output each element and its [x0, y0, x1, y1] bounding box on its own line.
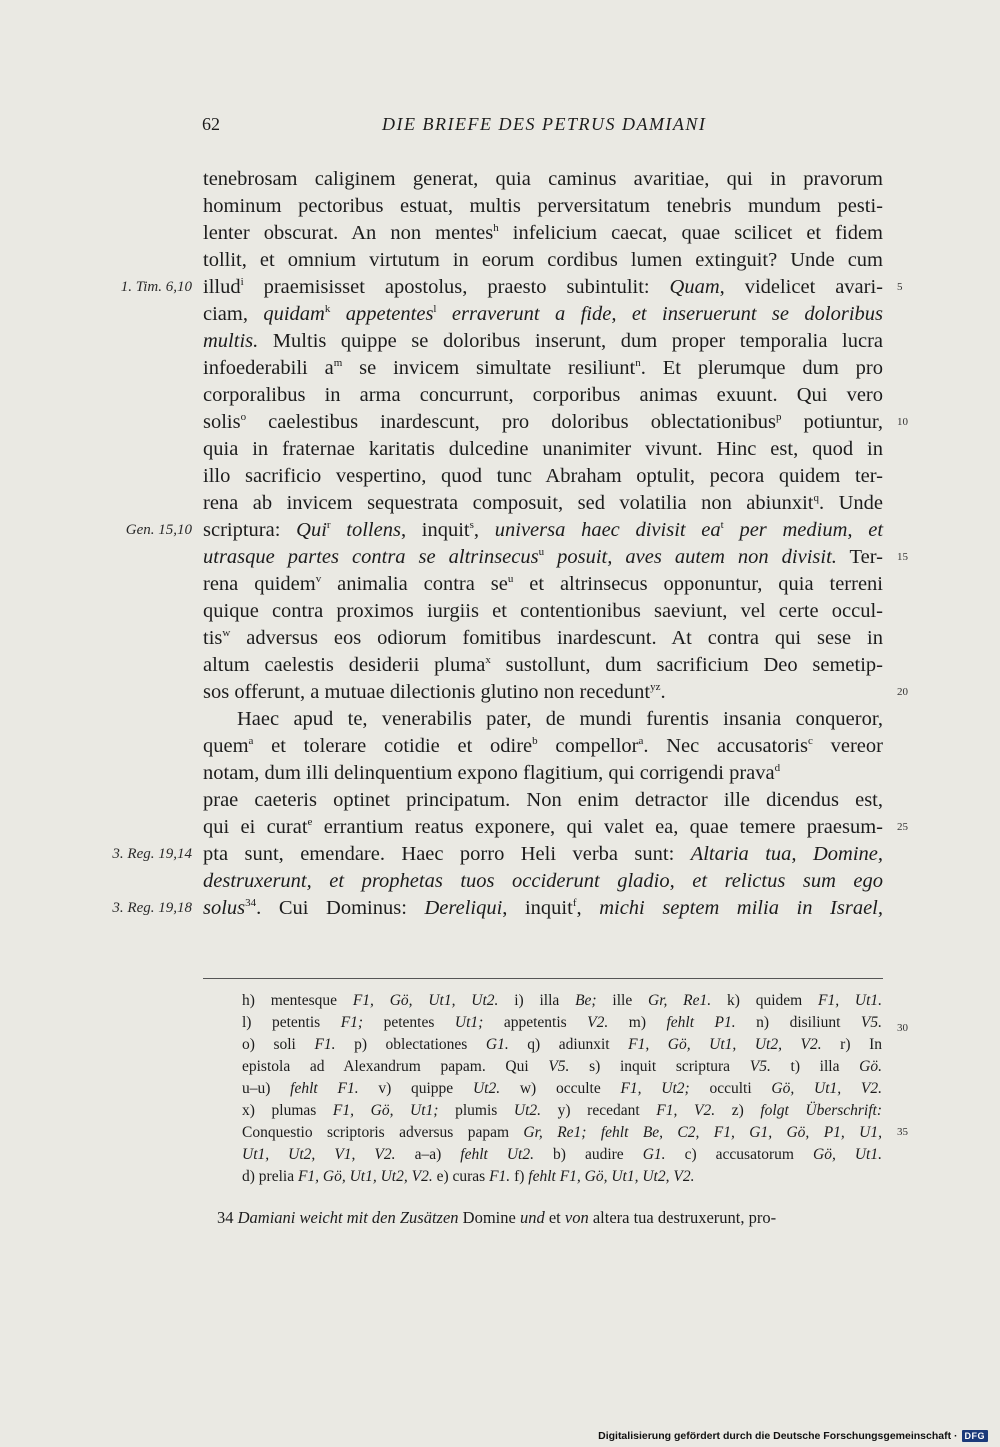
italic-text: destruxerunt, et prophetas tuos occiderunt gladio, et relictus sum ego: [203, 870, 883, 892]
italic-text: multis.: [203, 330, 259, 352]
italic-text: F1, Gö, Ut1;: [332, 1102, 439, 1119]
text-run: tis: [203, 627, 223, 649]
text-run: z): [715, 1102, 761, 1119]
margin-ref-1: 1. Tim. 6,10: [120, 279, 192, 295]
text-run: Multis quippe se doloribus inserunt, dum proper temporalia lucra: [258, 330, 883, 352]
text-run: d) prelia: [242, 1168, 298, 1185]
text-run: se invicem simultate resiliunt: [342, 357, 636, 379]
text-run: adversus eos odiorum fomitibus inardescunt. At contra qui sese in: [230, 627, 883, 649]
text-line: [203, 166, 883, 193]
italic-text: Ut2.: [513, 1102, 542, 1119]
line-number: 15: [897, 551, 908, 563]
italic-text: V5.: [860, 1014, 882, 1031]
italic-text: utrasque partes contra se altrinsecus: [203, 546, 539, 568]
italic-text: F1.: [314, 1036, 336, 1053]
footnote-marker: i: [240, 276, 244, 288]
italic-text: V2.: [587, 1014, 609, 1031]
line-number: 20: [897, 686, 908, 698]
text-line: [203, 706, 883, 733]
footnote-marker: a: [638, 735, 644, 747]
italic-text: Altaria tua, Domine,: [690, 843, 884, 865]
text-run: scriptura:: [203, 519, 297, 541]
text-run: notam, dum illi delinquentium expono flagitium, qui corrigendi prava: [203, 762, 775, 784]
text-line: [203, 733, 883, 760]
italic-text: F1.: [489, 1168, 511, 1185]
footnote-marker: s: [469, 519, 474, 531]
italic-text: Dereliqui: [424, 897, 503, 919]
text-run: v) quippe: [358, 1080, 473, 1097]
text-run: sos offerunt, a mutuae dilectionis glutino non recedunt: [203, 681, 651, 703]
text-run: . Cui Dominus:: [256, 897, 425, 919]
italic-text: folgt Überschrift:: [760, 1102, 883, 1119]
text-run: quem: [203, 735, 249, 757]
dfg-logo-icon: DFG: [962, 1430, 989, 1442]
text-run: p) oblectationes: [335, 1036, 486, 1053]
italic-text: Gr, Re1;: [523, 1124, 587, 1141]
text-run: plumis: [438, 1102, 514, 1119]
text-run: [586, 1124, 600, 1141]
text-run: appetentis: [483, 1014, 588, 1031]
text-run: w) occulte: [500, 1080, 621, 1097]
text-run: infoederabili a: [203, 357, 334, 379]
apparatus-line: [242, 1122, 882, 1144]
italic-text: Be;: [575, 992, 597, 1009]
margin-ref-3: 3. Reg. 19,14: [112, 846, 192, 862]
text-run: errantium reatus exponere, qui valet ea, quae temere praesum-: [312, 816, 883, 838]
text-line: [203, 355, 883, 382]
text-line: [203, 787, 883, 814]
footnote-marker: b: [532, 735, 538, 747]
apparatus-line: [242, 1144, 882, 1166]
footnote-marker: r: [326, 519, 331, 531]
text-run: prae caeteris optinet principatum. Non enim detractor ille dicendus est,: [203, 789, 883, 811]
text-run: Conquestio scriptoris adversus papam: [242, 1124, 524, 1141]
text-run: c) accusatorum: [665, 1146, 814, 1163]
critical-apparatus: [242, 990, 882, 1188]
italic-text: fehlt F1, Gö, Ut1, Ut2, V2.: [528, 1168, 695, 1185]
footnote-marker: m: [333, 357, 343, 369]
text-line: [203, 301, 883, 328]
italic-text: Damiani weicht mit den Zusätzen: [237, 1208, 459, 1227]
italic-text: fehlt Ut2.: [460, 1146, 534, 1163]
text-line: [203, 220, 883, 247]
text-run: vereor: [812, 735, 883, 757]
italic-text: F1, Ut1.: [817, 992, 883, 1009]
text-line: [203, 868, 883, 895]
italic-text: erraverunt a fide, et inseruerunt se doloribus: [451, 303, 883, 325]
footnote-marker: d: [774, 762, 781, 774]
italic-text: posuit, aves autem non divisit.: [557, 546, 837, 568]
italic-text: F1, Gö, Ut1, Ut2.: [352, 992, 499, 1009]
text-run: . Unde: [819, 492, 884, 514]
apparatus-line: [242, 1012, 882, 1034]
italic-text: fehlt P1.: [666, 1014, 736, 1031]
footnote-marker: p: [775, 411, 782, 423]
footnote-marker: a: [248, 735, 254, 747]
text-run: quique contra proximos iurgiis et contentionibus saeviunt, vel certe occul-: [203, 600, 883, 622]
running-title: DIE BRIEFE DES PETRUS DAMIANI: [382, 114, 707, 134]
text-run: potiuntur,: [781, 411, 883, 433]
text-line: [203, 841, 883, 868]
line-number: 30: [897, 1022, 908, 1034]
commentary-note: [217, 1206, 883, 1230]
text-line: [203, 463, 883, 490]
apparatus-line: [242, 1078, 882, 1100]
italic-text: Ut1, Ut2, V1, V2.: [242, 1146, 396, 1163]
text-line: [203, 274, 883, 301]
text-line: [203, 247, 883, 274]
footnote-marker: o: [240, 411, 247, 423]
text-run: lenter obscurat. An non mentes: [203, 222, 494, 244]
italic-text: Gö, Ut1.: [813, 1146, 882, 1163]
italic-text: G1.: [485, 1036, 509, 1053]
apparatus-line: [242, 1056, 882, 1078]
italic-text: quidam: [263, 303, 325, 325]
text-run: u–u): [242, 1080, 291, 1097]
text-run: infelicium caecat, quae scilicet et fidem: [498, 222, 883, 244]
text-run: [544, 546, 557, 568]
margin-ref-4: 3. Reg. 19,18: [112, 900, 192, 916]
footer-text: Digitalisierung gefördert durch die Deutsche Forschungsgemeinschaft ·: [598, 1430, 958, 1442]
italic-text: solus: [203, 897, 246, 919]
footnote-marker: h: [493, 222, 499, 234]
margin-ref-2: Gen. 15,10: [125, 522, 192, 538]
footnote-marker: c: [808, 735, 813, 747]
text-run: animalia contra se: [321, 573, 508, 595]
text-run: pta sunt, emendare. Haec porro Heli verba sunt:: [203, 843, 691, 865]
italic-text: und: [519, 1208, 545, 1227]
italic-text: G1.: [642, 1146, 666, 1163]
text-run: b) audire: [533, 1146, 643, 1163]
text-run: epistola ad Alexandrum papam. Qui: [242, 1058, 549, 1075]
footer-credit: [598, 1428, 988, 1444]
text-line: [203, 598, 883, 625]
footnote-marker: 34: [245, 897, 257, 909]
text-line: [203, 544, 883, 571]
text-run: [724, 519, 740, 541]
text-run: e) curas: [432, 1168, 490, 1185]
text-run: illud: [203, 276, 241, 298]
text-run: Ter-: [836, 546, 883, 568]
text-run: occulti: [689, 1080, 772, 1097]
footnote-marker: u: [507, 573, 514, 585]
text-run: n) disiliunt: [735, 1014, 861, 1031]
text-run: s) inquit scriptura: [569, 1058, 750, 1075]
text-run: . Et plerumque dum pro: [640, 357, 884, 379]
text-run: t) illa: [770, 1058, 860, 1075]
text-run: ,: [576, 897, 600, 919]
text-run: a–a): [395, 1146, 461, 1163]
apparatus-line: [242, 1034, 882, 1056]
text-line: [203, 652, 883, 679]
text-run: , inquit: [502, 897, 573, 919]
text-run: Haec apud te, venerabilis pater, de mundi furentis insania conqueror,: [237, 708, 883, 730]
text-run: m): [608, 1014, 667, 1031]
text-run: o) soli: [242, 1036, 315, 1053]
italic-text: Gö, Ut1, V2.: [771, 1080, 882, 1097]
text-run: rena quidem: [203, 573, 316, 595]
text-line: [203, 571, 883, 598]
text-run: illo sacrificio vespertino, quod tunc Abraham optulit, pecora quidem ter-: [203, 465, 883, 487]
text-run: k) quidem: [711, 992, 818, 1009]
italic-text: appetentes: [345, 303, 434, 325]
text-run: altum caelestis desiderii pluma: [203, 654, 486, 676]
text-line: [203, 490, 883, 517]
footnote-marker: v: [315, 573, 322, 585]
italic-text: von: [564, 1208, 589, 1227]
line-number: 10: [897, 416, 908, 428]
text-line: [203, 895, 883, 922]
italic-text: michi septem milia in Israel,: [599, 897, 883, 919]
text-run: altera tua destruxerunt, pro-: [588, 1208, 777, 1227]
italic-text: F1, Gö, Ut1, Ut2, V2.: [297, 1168, 433, 1185]
italic-text: F1;: [340, 1014, 364, 1031]
footnote-marker: l: [433, 303, 437, 315]
text-run: f): [510, 1168, 529, 1185]
italic-text: per medium, et: [739, 519, 884, 541]
italic-text: Ut1;: [454, 1014, 484, 1031]
text-line: [203, 193, 883, 220]
footnote-rule: [203, 978, 883, 979]
text-run: . Nec accusatoris: [643, 735, 809, 757]
italic-text: V5.: [548, 1058, 570, 1075]
text-run: h) mentesque: [242, 992, 353, 1009]
italic-text: tollens: [346, 519, 401, 541]
text-run: hominum pectoribus estuat, multis perversitatum tenebris mundum pesti-: [203, 195, 883, 217]
italic-text: Ut2.: [472, 1080, 501, 1097]
italic-text: universa haec divisit ea: [494, 519, 721, 541]
italic-text: fehlt F1.: [290, 1080, 359, 1097]
main-text: [203, 166, 883, 922]
footnote-marker: t: [720, 519, 724, 531]
italic-text: F1, Gö, Ut1, Ut2, V2.: [628, 1036, 822, 1053]
text-line: [203, 679, 883, 706]
italic-text: F1, V2.: [656, 1102, 716, 1119]
apparatus-line: [242, 990, 882, 1012]
text-run: i) illa: [498, 992, 576, 1009]
apparatus-line: [242, 1100, 882, 1122]
text-run: ,: [473, 519, 495, 541]
text-line: [203, 517, 883, 544]
line-number: 5: [897, 281, 903, 293]
footnote-marker: u: [538, 546, 545, 558]
text-run: petentes: [363, 1014, 455, 1031]
text-run: ciam,: [203, 303, 264, 325]
text-run: [331, 519, 347, 541]
text-run: et altrinsecus opponuntur, quia terreni: [513, 573, 883, 595]
text-line: [203, 328, 883, 355]
footnote-marker: x: [485, 654, 491, 666]
text-run: corporalibus in arma concurrunt, corporibus animas exuunt. Qui vero: [203, 384, 883, 406]
footnote-marker: e: [307, 816, 313, 828]
text-run: sustollunt, dum sacrificium Deo semetip-: [490, 654, 883, 676]
text-run: et tolerare cotidie et odire: [253, 735, 533, 757]
footnote-marker: k: [324, 303, 331, 315]
footnote-marker: w: [222, 627, 231, 639]
footnote-marker: n: [635, 357, 641, 369]
italic-text: Quam: [669, 276, 720, 298]
italic-text: Gr, Re1.: [648, 992, 712, 1009]
text-line: [203, 436, 883, 463]
line-number: 35: [897, 1126, 908, 1138]
text-run: tollit, et omnium virtutum in eorum cordibus lumen extinguit? Unde cum: [203, 249, 883, 271]
italic-text: F1, Ut2;: [620, 1080, 690, 1097]
text-run: et: [544, 1208, 565, 1227]
text-run: 34: [217, 1208, 238, 1227]
page-number: 62: [202, 114, 220, 134]
italic-text: fehlt Be, C2, F1, G1, Gö, P1, U1,: [600, 1124, 882, 1141]
italic-text: Qui: [296, 519, 327, 541]
footnote-marker: yz: [650, 681, 661, 693]
text-run: , inquit: [400, 519, 470, 541]
text-line: [203, 625, 883, 652]
text-run: rena ab invicem sequestrata composuit, sed volatilia non abiunxit: [203, 492, 814, 514]
italic-text: V5.: [749, 1058, 771, 1075]
italic-text: Gö.: [859, 1058, 882, 1075]
text-line: [203, 814, 883, 841]
text-run: tenebrosam caliginem generat, quia caminus avaritiae, qui in pravorum: [203, 168, 883, 190]
apparatus-line: [242, 1166, 882, 1188]
text-run: praemisisset apostolus, praesto subintulit:: [243, 276, 670, 298]
footnote-marker: q: [813, 492, 819, 504]
footnote-marker: f: [572, 897, 577, 909]
text-run: [330, 303, 345, 325]
text-run: compellor: [537, 735, 639, 757]
text-line: [203, 382, 883, 409]
text-line: [203, 760, 883, 787]
text-line: [203, 409, 883, 436]
text-run: y) recedant: [541, 1102, 657, 1119]
text-run: q) adiunxit: [508, 1036, 629, 1053]
text-run: , videlicet avari-: [719, 276, 883, 298]
text-run: [436, 303, 451, 325]
text-run: x) plumas: [242, 1102, 333, 1119]
text-run: r) In: [821, 1036, 882, 1053]
text-run: qui ei curat: [203, 816, 308, 838]
page-header: [0, 114, 1000, 142]
text-run: l) petentis: [242, 1014, 341, 1031]
text-run: solis: [203, 411, 241, 433]
text-run: ille: [596, 992, 648, 1009]
text-run: caelestibus inardescunt, pro doloribus oblectationibus: [246, 411, 776, 433]
text-run: Domine: [458, 1208, 520, 1227]
line-number: 25: [897, 821, 908, 833]
text-run: quia in fraternae karitatis dulcedine unanimiter vivunt. Hinc est, quod in: [203, 438, 883, 460]
text-run: .: [660, 681, 666, 703]
